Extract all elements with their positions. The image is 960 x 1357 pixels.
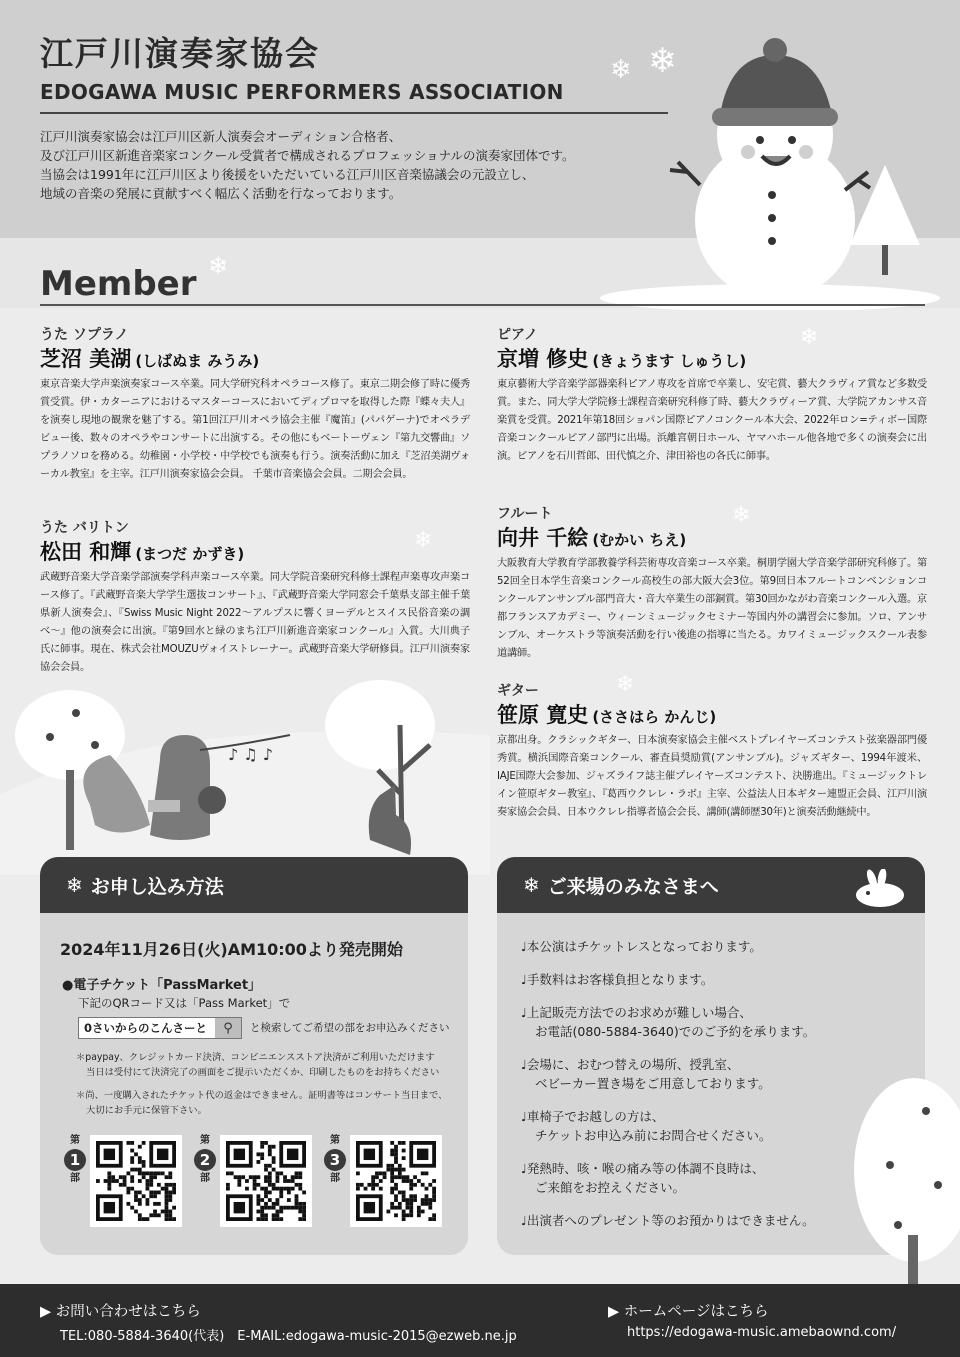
snowman-illustration	[600, 20, 940, 310]
qr-code[interactable]	[90, 1135, 182, 1227]
visitor-notice-line: ♩上記販売方法でのお求めが難しい場合、	[521, 1005, 752, 1020]
member-bio: 東京藝術大学音楽学部器楽科ピアノ専攻を首席で卒業し、安宅賞、藝大クラヴィア賞など多数受賞。また、同大学大学院修士課程音楽研究科修了時、藝大クラヴィーア賞、大学院アカンサス音楽賞を受賞。2021年第18回ショパン国際ピアノコンクール本大会、2022年ロン=ティボー国際音楽コンクールピアノ部門に出場。浜離宮朝日ホール、ヤマハホール他各地で多くの演奏会に出演。ピアノを石川哲郎、田代慎之介、津田裕也の各氏に師事。	[497, 379, 927, 462]
member-bio: 大阪教育大学教育学部教養学科芸術専攻音楽コース卒業。桐朋学園大学音楽学部研究科修了。第52回全日本学生音楽コンクール高校生の部大阪大会3位。第9回日本フルートコンベンションコンクールアンサンブル部門音大・音大卒業生の部銅賞。第30回かながわ音楽コンクール入選。京都フランスアカデミー、ウィーンミュージックセミナー等国内外の講習会に参加。ソロ、アンサンブル、オーケストラ等演奏活動を行い後進の指導に当たる。カワイミュージックスクール表参道講師。	[497, 558, 927, 659]
qr-part-number: 2	[194, 1149, 216, 1171]
snowflake-icon: ❄	[616, 672, 635, 697]
qr-part-number: 3	[324, 1149, 346, 1171]
visitor-notice-line: お電話(080-5884-3640)でのご予約を承ります。	[535, 1024, 816, 1039]
member-card-soprano	[40, 324, 470, 484]
visitor-notice-line: ♩手数料はお客様負担となります。	[521, 972, 714, 987]
snowflake-icon: ❄	[414, 528, 433, 553]
qr-code-image	[226, 1141, 306, 1221]
visitor-notice-line: ♩本公演はチケットレスとなっております。	[521, 939, 762, 954]
org-title-en: EDOGAWA MUSIC PERFORMERS ASSOCIATION	[40, 80, 564, 104]
qr-part-number: 1	[64, 1149, 86, 1171]
member-role: フルート	[497, 506, 553, 522]
svg-text:❄: ❄	[648, 41, 677, 81]
member-reading: (まつだ かずき)	[135, 545, 245, 563]
snowflake-icon: ❄	[66, 873, 83, 897]
member-name-text: 芝沼 美湖	[40, 347, 132, 371]
member-reading: (きょうます しゅうし)	[592, 352, 747, 370]
intro-line: 江戸川演奏家協会は江戸川区新人演奏会オーディション合格者、	[40, 129, 402, 144]
tree-illustration	[838, 1075, 960, 1285]
contact-heading: ▶ お問い合わせはこちら	[40, 1304, 201, 1320]
qr-code-image	[356, 1141, 436, 1221]
member-name-text: 向井 千絵	[497, 526, 589, 550]
visitor-notice-line: ♩会場に、おむつ替えの場所、授乳室、	[521, 1057, 740, 1072]
member-reading: (むかい ちえ)	[592, 531, 687, 549]
qr-code-image	[96, 1141, 176, 1221]
member-role: ピアノ	[497, 327, 538, 343]
footer	[0, 1284, 960, 1357]
snow-rabbit-icon	[852, 869, 908, 907]
homepage-heading: ▶ ホームページはこちら	[608, 1304, 769, 1320]
qr-part-prefix: 第	[70, 1135, 80, 1146]
member-name	[40, 536, 470, 566]
visitor-notice-line: ご来館をお控えください。	[535, 1180, 686, 1195]
snowflake-icon: ❄	[732, 503, 751, 528]
member-heading: Member	[40, 264, 197, 304]
apply-heading: お申し込み方法	[90, 875, 224, 898]
search-input[interactable]	[78, 1017, 242, 1039]
apply-box	[40, 857, 468, 1255]
title-divider	[40, 112, 668, 114]
member-bio: 東京音楽大学声楽演奏家コース卒業。同大学研究科オペラコース修了。東京二期会修了時に優秀賞受賞。伊・カターニアにおけるマスターコースにおいてディプロマを取得した際『蝶々夫人』を演奏し現地の観衆を魅了する。第1回江戸川オペラ協会主催『魔笛』(パパゲーナ)でオペラデビュー後、数々のオペラやコンサートに出演する。その他にもベートーヴェン『第九交響曲』ソプラノソロを務める。幼稚園・小学校・中学校でも演奏も行う。演奏活動に加え『芝沼美湖ヴォーカル教室』を主宰。江戸川演奏家協会会員。 千葉市音楽協会会員。二期会会員。	[40, 379, 470, 480]
payment-note: 当日は受付にて決済完了の画面をご提示いただくか、印刷したものをお持ちください	[86, 1067, 440, 1078]
visitor-notice-line: ♩出演者へのプレゼント等のお預かりはできません。	[521, 1213, 815, 1228]
member-card-guitar	[497, 680, 927, 822]
purchase-method: ●電子チケット「PassMarket」	[62, 978, 262, 993]
qr-part-prefix: 第	[200, 1135, 210, 1146]
qr-part-suffix: 部	[70, 1173, 80, 1184]
intro-line: 当協会は1991年に江戸川区より後援をいただいている江戸川区音楽協議会の元設立し、	[40, 167, 535, 182]
member-card-piano	[497, 324, 927, 466]
svg-text:♪ ♫ ♪: ♪ ♫ ♪	[228, 745, 273, 764]
purchase-instructions: 下記のQRコード又は「Pass Market」で	[78, 996, 291, 1010]
qr-part-suffix: 部	[200, 1173, 210, 1184]
visitor-notice-line: ベビーカー置き場をご用意しております。	[535, 1076, 771, 1091]
payment-note: ＊paypay、クレジットカード決済、コンビニエンスストア決済がご利用いただけます	[76, 1052, 435, 1063]
member-bio: 武蔵野音楽大学音楽学部演奏学科声楽コース卒業。同大学院音楽研究科修士課程声楽専攻声楽コース修了。『武蔵野音楽大学学生選抜コンサート』、『武蔵野音楽大学同窓会千葉県支部主催千葉県新人演奏会』、『Swiss Music Night 2022〜アルプスに響くヨーデルとスイス民俗音楽の調べ〜』他の演奏会に出演。『第9回水と緑のまち江戸川新進音楽家コンクール』入賞。大川典子氏に師事。現在、株式会社MOUZUヴォイストレーナー。武蔵野音楽大学研修員。江戸川演奏家協会会員。	[40, 572, 470, 673]
search-query-text: 0さいからのこんさーと	[84, 1021, 208, 1035]
qr-part-suffix: 部	[330, 1173, 340, 1184]
member-reading: (ささはら かんじ)	[592, 708, 717, 726]
member-role: うた バリトン	[40, 520, 129, 536]
qr-part-label	[64, 1135, 86, 1185]
forest-illustration	[0, 675, 490, 875]
member-name	[497, 699, 927, 729]
member-name	[497, 522, 927, 552]
member-divider	[40, 304, 925, 306]
intro-line: 及び江戸川区新進音楽家コンクール受賞者で構成されるプロフェッショナルの演奏家団体です。	[40, 148, 575, 163]
homepage-link[interactable]: https://edogawa-music.amebaownd.com/	[627, 1325, 897, 1340]
member-role: うた ソプラノ	[40, 327, 129, 343]
qr-code[interactable]	[350, 1135, 442, 1227]
visitor-notice-line: ♩発熱時、咳・喉の痛み等の体調不良時は、	[521, 1161, 765, 1176]
search-instructions: と検索してご希望の部をお申込みください	[250, 1022, 450, 1034]
member-name-text: 京増 修史	[497, 347, 589, 371]
member-name	[497, 343, 927, 373]
qr-code[interactable]	[220, 1135, 312, 1227]
intro-text	[40, 127, 680, 203]
sale-start-date: 2024年11月26日(火)AM10:00より発売開始	[60, 940, 403, 959]
member-role: ギター	[497, 683, 539, 699]
member-reading: (しばぬま みうみ)	[135, 352, 260, 370]
member-bio: 京都出身。クラシックギター、日本演奏家協会主催ベストプレイヤーズコンテスト弦楽器部門優秀賞。横浜国際音楽コンクール、審査員奨励賞(アンサンブル)。ジャズギター、1994年渡米、IAJE国際大会参加、ジャズライフ誌主催プレイヤーズコンテスト、決勝進出。『ミュージックトレイン笹原ギター教室』、『葛西ウクレレ・ラボ』主宰、公益法人日本ギター連盟正会員、江戸川演奏家協会会員、日本ウクレレ指導者協会会長、講師(講師歴30年)と演奏活動継続中。	[497, 735, 927, 818]
member-name	[40, 343, 470, 373]
qr-part-label	[194, 1135, 216, 1185]
qr-part-prefix: 第	[330, 1135, 340, 1146]
member-name-text: 笹原 寛史	[497, 703, 589, 727]
visitor-info-heading: ご来場のみなさまへ	[547, 875, 719, 898]
snowflake-icon: ❄	[523, 873, 540, 897]
member-card-baritone	[40, 517, 470, 677]
member-card-flute	[497, 503, 927, 663]
svg-text:❄: ❄	[610, 55, 632, 85]
contact-info[interactable]: TEL:080-5884-3640(代表) E-MAIL:edogawa-music-2015@ezweb.ne.jp	[60, 1329, 517, 1344]
search-icon[interactable]: ⚲	[215, 1018, 241, 1038]
visitor-notice-line: チケットお申込み前にお問合せください。	[535, 1128, 772, 1143]
snowflake-icon: ❄	[800, 325, 819, 350]
member-name-text: 松田 和輝	[40, 540, 132, 564]
intro-line: 地域の音楽の発展に貢献すべく幅広く活動を行なっております。	[40, 186, 402, 201]
apply-header	[40, 857, 468, 913]
refund-note: ＊尚、一度購入されたチケット代の返金はできません。証明書等はコンサート当日まで、	[76, 1090, 448, 1101]
visitor-notice-item	[521, 1003, 921, 1041]
visitor-notice-item	[521, 937, 921, 956]
refund-note: 大切にお手元に保管下さい。	[86, 1105, 207, 1116]
qr-part-label	[324, 1135, 346, 1185]
visitor-notice-item	[521, 970, 921, 989]
snowflake-icon: ❄	[208, 252, 229, 280]
org-title: 江戸川演奏家協会	[40, 34, 320, 73]
visitor-notice-line: ♩車椅子でお越しの方は、	[521, 1109, 665, 1124]
